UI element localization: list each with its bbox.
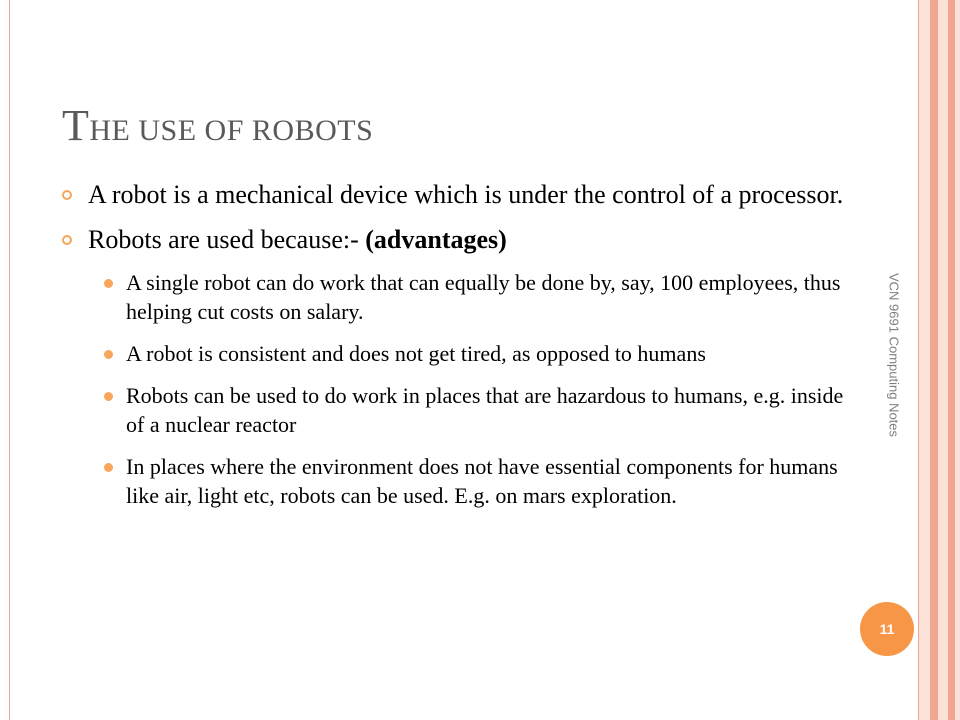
sub-bullet-text: A single robot can do work that can equally be done by, say, 100 employees, thus helping cut costs on salary. [126, 270, 841, 324]
slide-title [62, 100, 373, 151]
stripe-line-3 [948, 0, 955, 720]
page-number-badge [860, 602, 914, 656]
sub-bullet-item [60, 339, 860, 368]
left-border-line [9, 0, 10, 720]
bullet-item [60, 178, 860, 211]
bullet-text: A robot is a mechanical device which is under the control of a processor. [88, 180, 844, 209]
dot-bullet-icon [104, 392, 113, 401]
dot-bullet-icon [104, 463, 113, 472]
stripe-line-1 [918, 0, 919, 720]
sub-bullet-item [60, 381, 860, 439]
page-number: 11 [879, 621, 895, 637]
side-note-text: VCN 9691 Computing Notes [886, 272, 902, 438]
circle-bullet-icon [62, 235, 72, 245]
circle-bullet-icon [62, 190, 72, 200]
stripe-line-2 [930, 0, 938, 720]
bullet-text: Robots are used because:- [88, 225, 366, 254]
sub-bullet-text: A robot is consistent and does not get tired, as opposed to humans [126, 341, 706, 366]
slide-content [60, 178, 860, 523]
sub-bullet-item [60, 268, 860, 326]
bullet-bold-text: (advantages) [365, 225, 507, 254]
sub-bullet-text: In places where the environment does not have essential components for humans like air, light etc, robots can be used. E.g. on mars exploration. [126, 454, 838, 508]
title-rest: HE USE OF ROBOTS [89, 114, 374, 147]
sub-bullet-item [60, 452, 860, 510]
dot-bullet-icon [104, 350, 113, 359]
title-initial: T [62, 101, 90, 150]
bullet-item [60, 223, 860, 256]
sub-bullet-text: Robots can be used to do work in places that are hazardous to humans, e.g. inside of a nuclear reactor [126, 383, 844, 437]
dot-bullet-icon [104, 279, 113, 288]
